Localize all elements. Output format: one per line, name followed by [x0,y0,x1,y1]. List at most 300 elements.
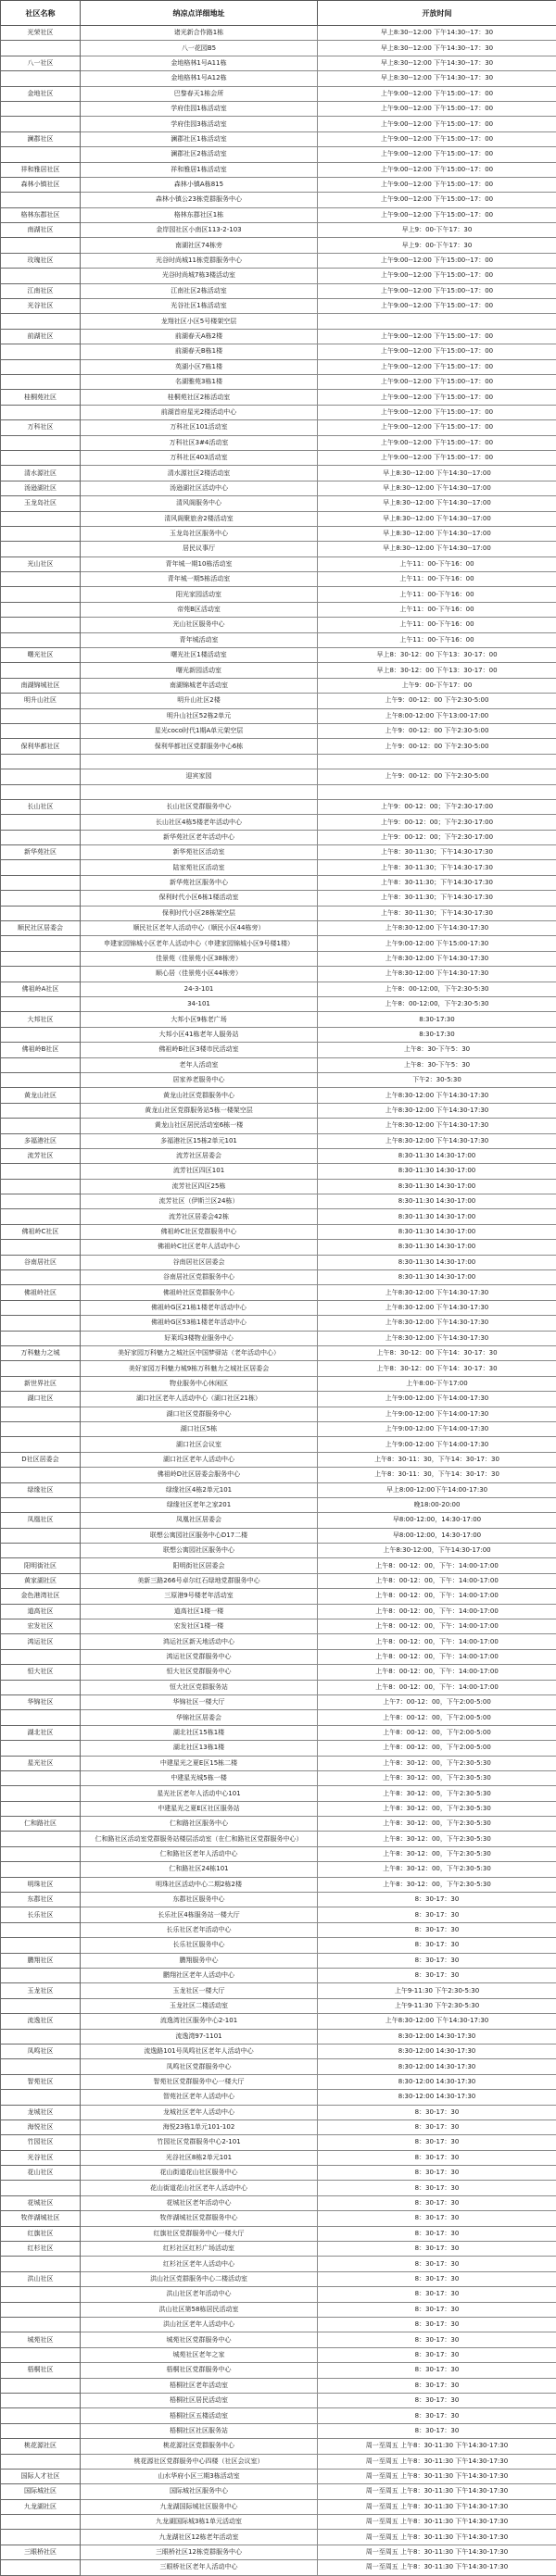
address-cell: 物业服务中心休闲区 [81,1376,318,1391]
hours-cell: 8:30-17:30 [318,1027,556,1042]
table-row [1,1179,556,1194]
table-row [1,1255,556,1269]
address-cell: 青年城一期10栋活动室 [81,556,318,571]
hours-cell: 上午8：30-11：30，下午14：30-17：30 [318,1468,556,1482]
table-row [1,951,556,966]
hours-cell: 上午8：30-12：00，下午2:30-5:30 [318,1801,556,1816]
hours-cell: 上午8:30-12:00 下午14:30-17:30 [318,1133,556,1148]
hours-cell: 上午9:00--12:00 下午15:00--17：00 [318,101,556,116]
hours-cell: 上午8：00-12：00，下午2:00-5:00 [318,1710,556,1725]
hours-cell: 上午8:30-12:00 下午14:30-17:30 [318,967,556,982]
community-cell [1,117,81,131]
address-cell: 万科社区3#4活动室 [81,435,318,450]
community-cell [1,1194,81,1209]
table-row [1,1786,556,1801]
address-cell: 梧桐社区居民活动室 [81,2393,318,2407]
community-cell [1,450,81,465]
hours-cell: 早上8:30--12:00 下午14:30--17：30 [318,56,556,70]
address-cell: 流逸湾社区服务中心2-101 [81,2014,318,2029]
community-cell [1,754,81,769]
table-row [1,1649,556,1664]
hours-cell: 上午8：00-12：00，下午：14:00-17:00 [318,1665,556,1680]
address-cell: 美新三路266号卓尔红石绿地党群服务中心 [81,1573,318,1588]
table-row [1,162,556,177]
address-cell: 竹园社区党群服务中心2-101 [81,2135,318,2150]
hours-cell: 8:30-11:30 14:30-17:00 [318,1270,556,1285]
address-cell: 洪山社区老年活动中心 [81,2287,318,2302]
community-cell [1,269,81,283]
address-cell: 仁和路社区老年人活动中心 [81,1846,318,1861]
address-cell: 星光coco时代1期A单元架空层 [81,723,318,738]
table-row [1,207,556,222]
community-cell [1,602,81,617]
community-cell: 宏发社区 [1,1619,81,1634]
address-cell: 鸿运社区党群服务中心 [81,1649,318,1664]
address-cell: 洪山社区第58栋居民活动室 [81,2302,318,2317]
table-row [1,466,556,481]
hours-cell: 上午8：00-12：00，下午：14:00-17:00 [318,1573,556,1588]
hours-cell: 上午9:00--12:00 下午15:00--17：00 [318,193,556,207]
community-cell [1,1544,81,1558]
table-row [1,602,556,617]
address-cell: 桂桐苑社区2栋活动室 [81,390,318,405]
hours-cell: 上午8:00-下午17:00 [318,1376,556,1391]
address-cell: 佛祖岭C社区老年人活动中心 [81,1240,318,1255]
address-cell: 迎宾家园 [81,769,318,784]
hours-cell: 8：30-17：30 [318,2271,556,2286]
address-cell: 保利时代小区6栋1楼活动室 [81,891,318,906]
hours-cell: 上午8：30-下午5：30 [318,1043,556,1057]
table-row [1,860,556,875]
hours-cell: 下午2：30-5:30 [318,1072,556,1087]
hours-cell: 8：30-17：30 [318,2150,556,2165]
hours-cell: 上午9：00-12：00 下午2:30-5:00 [318,723,556,738]
address-cell: 玉龙岛社区服务中心 [81,526,318,541]
hours-cell: 8：30-17：30 [318,2378,556,2393]
hours-cell: 周一至周五 上午8：30-11:30 下午14:30-17:30 [318,2530,556,2545]
table-row [1,2150,556,2165]
table-row [1,1969,556,1983]
table-row [1,1345,556,1360]
table-row [1,723,556,738]
table-row [1,314,556,329]
table-row [1,2378,556,2393]
community-cell: 南湖社区 [1,223,81,238]
community-cell [1,2560,81,2575]
hours-cell: 早上8：30-12：00 下午13：30-17：00 [318,648,556,663]
table-row [1,1270,556,1285]
community-cell [1,891,81,906]
address-cell: 澜郡社区2栋活动室 [81,147,318,162]
address-cell: 汤逊湖社区活动中心 [81,481,318,495]
hours-cell: 上午9：00-12：00；下午2:30-17:00 [318,799,556,814]
table-row [1,2029,556,2044]
address-cell: 联想公寓园社区服务中心D17二楼 [81,1528,318,1543]
hours-cell: 上午9:00--12:00 下午15:00--17：00 [318,253,556,268]
community-cell: 长山社区 [1,799,81,814]
community-cell [1,1421,81,1436]
hours-cell: 8：30-17：30 [318,2393,556,2407]
hours-cell: 早上8:30--12:00 下午14:30--17：30 [318,26,556,41]
address-cell: 八一花园B5 [81,41,318,56]
address-cell: 湖口社区党群服务中心 [81,1407,318,1421]
table-row [1,1240,556,1255]
table-row [1,2545,556,2559]
table-row [1,2515,556,2530]
table-row [1,663,556,678]
address-cell: 清风阁聚旅舍2楼活动室 [81,511,318,526]
address-cell: 海悦23栋1单元101-102 [81,2120,318,2134]
table-row [1,1316,556,1331]
community-cell: 国际城社区 [1,2484,81,2499]
address-cell: 国际城社区服务中心 [81,2484,318,2499]
table-row [1,1770,556,1785]
address-cell: 绿缘社区4栋2单元101 [81,1482,318,1497]
hours-cell: 上午8：30-11:30；下午14:30-17:30 [318,906,556,920]
community-cell: 凤凰社区 [1,1513,81,1528]
community-cell [1,815,81,830]
community-cell: 花城社区 [1,2195,81,2210]
hours-cell: 上午9:00--12:00 下午15:00--17：00 [318,435,556,450]
table-row [1,2242,556,2257]
address-cell: 明升山社区52栋2单元 [81,708,318,723]
table-row [1,374,556,389]
hours-cell: 上午9:00--12:00 下午15:00--17：00 [318,283,556,298]
hours-cell: 上午9:00--12:00 下午15:00--17：00 [318,450,556,465]
community-cell [1,41,81,56]
hours-cell: 早上9：00-下午17：30 [318,238,556,253]
address-cell: 格林东郡社区1栋 [81,207,318,222]
table-row [1,906,556,920]
hours-cell: 上午9:00--12:00 下午15:00--17：00 [318,405,556,419]
header-hours: 开放时间 [318,1,556,26]
community-cell: 红杉社区 [1,2242,81,2257]
table-row [1,269,556,283]
table-row [1,982,556,996]
table-row [1,967,556,982]
community-cell: 国际人才社区 [1,2469,81,2483]
community-cell [1,2257,81,2271]
hours-cell: 上午9:00-12:00 下午14:00-17:30 [318,1407,556,1421]
hours-cell: 8：30-17：30 [318,2408,556,2423]
table-row [1,2105,556,2120]
hours-cell: 上午9:00--12:00 下午15:00--17：00 [318,207,556,222]
table-row [1,223,556,238]
address-cell: 仁和路社区服务中心 [81,1817,318,1832]
table-row [1,2059,556,2074]
community-cell [1,587,81,602]
table-row [1,71,556,86]
hours-cell: 上午8：30-12：00 下午14：30-17：30 [318,1345,556,1360]
hours-cell: 上午9:00-12:00 下午15:00-17:30 [318,936,556,951]
hours-cell: 8：30-17：30 [318,2105,556,2120]
address-cell: 三眼桥社区12栋党群服务中心 [81,2545,318,2559]
hours-cell: 上午8:30-12:00，下午14:30-17:00 [318,1544,556,1558]
hours-cell: 上午8:30-12:00 下午14:30-17:30 [318,1088,556,1103]
address-cell: 顺民社区老年人活动中心（顺民小区44栋旁） [81,921,318,936]
hours-cell: 早上8:30--12:00 下午14:30--17：30 [318,71,556,86]
table-row [1,2257,556,2271]
community-cell: 红旗社区 [1,2226,81,2241]
table-row [1,193,556,207]
address-cell: 佳景苑（佳景苑小区38栋旁） [81,951,318,966]
hours-cell [318,754,556,769]
table-row [1,1224,556,1239]
hours-cell: 8:30-11:30 14:30-17:00 [318,1224,556,1239]
table-row [1,1072,556,1087]
address-cell: 佛祖岭G区53栋1楼老年活动中心 [81,1316,318,1331]
community-cell: 阳明街社区 [1,1558,81,1573]
address-cell: 曙光社区1楼活动室 [81,648,318,663]
table-row [1,1983,556,1998]
community-cell [1,542,81,556]
hours-cell: 上午8：30-12：00，下午2:30-5:30 [318,1877,556,1892]
address-cell: 中建星光城5栋一楼 [81,1770,318,1785]
address-cell: 顺心居（佳景苑小区44栋旁） [81,967,318,982]
hours-cell: 上午8：00-12：00，下午：14:00-17:00 [318,1604,556,1619]
hours-cell: 上午8：00-12：00，下午：14:00-17:00 [318,1634,556,1649]
community-cell: 黄龙山社区 [1,1088,81,1103]
address-cell: 前湖春天A栋2楼 [81,329,318,344]
table-row [1,26,556,41]
hours-cell: 上午8：00-12：00，下午：14:00-17:00 [318,1649,556,1664]
header-address: 纳凉点详细地址 [81,1,318,26]
address-cell: 花城社区老年活动中心 [81,2195,318,2210]
table-row [1,2195,556,2210]
table-row [1,1133,556,1148]
address-cell: 黄龙山社区党群服务站5栋一楼架空层 [81,1103,318,1118]
community-cell [1,1468,81,1482]
address-cell: 湖口社区老年人活动中心 [81,1452,318,1467]
community-cell [1,1027,81,1042]
address-cell: 流逸湾97-1101 [81,2029,318,2044]
header-community: 社区名称 [1,1,81,26]
table-row [1,405,556,419]
address-cell: 智苑社区党群服务中心一楼大厅 [81,2074,318,2089]
address-cell: 光谷社区8栋2单元101 [81,2150,318,2165]
community-cell: 玉龙社区 [1,1983,81,1998]
hours-cell: 早上8:30--12:00 下午14:30--17:00 [318,496,556,511]
community-cell: 桂桐苑社区 [1,390,81,405]
table-row [1,2074,556,2089]
hours-cell: 上午8：00-12:00，下午2:30-5:30 [318,982,556,996]
hours-cell: 上午9:00--12:00 下午15:00--17：00 [318,420,556,435]
address-cell: 佛祖岭社区党群服务中心 [81,1285,318,1300]
address-cell: 龙翔社区小区5号楼架空层 [81,314,318,329]
hours-cell: 周一至周五 上午8：30-11:30 下午14:30-17:30 [318,2469,556,2483]
community-cell [1,2181,81,2195]
address-cell: 万科社区403活动室 [81,450,318,465]
hours-cell: 8：30-17：30 [318,2363,556,2378]
hours-cell: 8：30-17：30 [318,2257,556,2271]
address-cell: 保利时代小区28栋架空层 [81,906,318,920]
address-cell: 桃花源社区党群服务中心 [81,2439,318,2454]
hours-cell: 上午8：00-12：00，下午：14:00-17:00 [318,1558,556,1573]
community-cell: 明升山社区 [1,694,81,708]
address-cell: 绿缘社区老年之家201 [81,1497,318,1512]
community-cell: 智苑社区 [1,2074,81,2089]
hours-cell: 8:30-12:00 14:30-17:30 [318,2059,556,2074]
community-cell [1,1164,81,1179]
community-cell: 恒大社区 [1,1665,81,1680]
table-row [1,678,556,693]
community-cell [1,1240,81,1255]
community-cell: 竹园社区 [1,2135,81,2150]
community-cell [1,374,81,389]
table-row [1,830,556,844]
community-cell [1,572,81,587]
address-cell: 华锦社区一楼大厅 [81,1694,318,1709]
community-cell: 道高社区 [1,1604,81,1619]
hours-cell: 8：30-17：30 [318,2347,556,2362]
table-row [1,618,556,632]
hours-cell: 8:30-11:30 14:30-17:00 [318,1240,556,1255]
community-cell [1,1103,81,1118]
address-cell: 梧桐社区党群服务中心 [81,2363,318,2378]
table-row [1,450,556,465]
community-cell: 澜郡社区 [1,131,81,146]
hours-cell: 8：30-17：30 [318,2195,556,2210]
community-cell: 桃花源社区 [1,2439,81,2454]
hours-cell: 上午8：00-12：00，下午：14:00-17:00 [318,1589,556,1604]
hours-cell: 上午8:30-12:00 下午14:30-17:30 [318,1285,556,1300]
community-cell: 湖北社区 [1,1725,81,1740]
address-cell: 牧伴湖城社区党群服务中心 [81,2211,318,2226]
hours-cell: 8:30-11:30 14:30-17:00 [318,1164,556,1179]
address-cell: 九龙湖国际城社区服务中心 [81,2499,318,2514]
hours-cell: 8:30-11:30 14:30-17:00 [318,1179,556,1194]
table-row [1,2560,556,2575]
table-row [1,891,556,906]
table-row [1,1938,556,1953]
table-row [1,1558,556,1573]
table-row [1,1452,556,1467]
table-row [1,1194,556,1209]
table-row [1,997,556,1012]
table-row [1,1482,556,1497]
table-row [1,1680,556,1694]
hours-cell: 上午8：30-12：00，下午2:30-5:30 [318,1862,556,1877]
table-row [1,1043,556,1057]
hours-cell: 上午8：00-12：00，下午：14:00-17:00 [318,1680,556,1694]
hours-cell: 8:30-12:00 14:30-17:30 [318,2044,556,2058]
address-cell: 学府佳园1栋活动室 [81,101,318,116]
community-cell [1,359,81,374]
hours-cell: 8：30-17：30 [318,2120,556,2134]
community-cell: 光谷社区 [1,2150,81,2165]
table-row [1,2211,556,2226]
address-cell: 东郡社区服务中心 [81,1893,318,1907]
table-row [1,2302,556,2317]
hours-cell: 上午8:30-12:00 下午14:30-17:30 [318,1316,556,1331]
community-cell [1,1786,81,1801]
community-cell: 城苑社区 [1,2332,81,2347]
community-cell: 海悦社区 [1,2120,81,2134]
community-cell: 长乐社区 [1,1907,81,1922]
table-row [1,1027,556,1042]
community-cell: 曙光社区 [1,648,81,663]
address-cell: 佛祖岭C社区党群服务中心 [81,1224,318,1239]
table-row [1,1513,556,1528]
address-cell: 流芳社区四区25栋 [81,1179,318,1194]
table-row [1,648,556,663]
hours-cell: 早上8:30--12:00 下午14:30--17:00 [318,466,556,481]
hours-cell: 上午8：30-11:30；下午14:30-17:30 [318,860,556,875]
table-row [1,481,556,495]
community-cell [1,314,81,329]
hours-cell: 周一至周五 上午8：30-11:30 下午14:30-17:30 [318,2484,556,2499]
community-cell [1,830,81,844]
community-cell [1,147,81,162]
address-cell: 道高社区1楼一楼 [81,1604,318,1619]
table-row [1,921,556,936]
community-cell [1,951,81,966]
hours-cell: 早上8:30--12:00 下午14:30--17:00 [318,542,556,556]
table-row [1,1300,556,1315]
hours-cell: 上午9:00--12:00 下午15:00--17：00 [318,177,556,192]
hours-cell: 上午8:30-12:00 下午14:30-17:30 [318,1331,556,1345]
community-cell [1,2454,81,2469]
hours-cell: 8：30-17：30 [318,1953,556,1968]
table-row [1,511,556,526]
address-cell: 陆家苑社区活动室 [81,860,318,875]
table-row [1,56,556,70]
community-cell [1,1209,81,1224]
hours-cell: 上午9:00--12:00 下午15:00--17：00 [318,374,556,389]
table-row [1,1209,556,1224]
community-cell [1,2347,81,2362]
hours-cell: 上午8：30-12：00，下午2:30-5:30 [318,1756,556,1770]
community-cell: 洪山社区 [1,2271,81,2286]
table-row [1,1544,556,1558]
table-row [1,177,556,192]
hours-cell: 上午9：00-12：00 下午2:30-5:00 [318,739,556,754]
community-cell [1,193,81,207]
community-cell [1,875,81,890]
hours-cell: 8：30-17：30 [318,2423,556,2438]
community-cell: 星光社区 [1,1756,81,1770]
community-cell [1,1862,81,1877]
address-cell: 华锦社区居委会 [81,1710,318,1725]
table-row [1,2226,556,2241]
address-cell: 佛祖岭D社区居委会服务中心 [81,1468,318,1482]
community-cell [1,1741,81,1756]
address-cell: 湖口社区老年人活动中心（湖口社区21栋） [81,1392,318,1407]
community-cell [1,663,81,678]
community-cell [1,784,81,799]
address-cell: 长乐社区老年活动中心 [81,1922,318,1937]
hours-cell: 8:30-17:30 [318,1012,556,1027]
table-row [1,238,556,253]
address-cell: 流芳社区居委会 [81,1148,318,1163]
table-row [1,754,556,769]
address-cell: 玉龙社区二楼活动室 [81,1998,318,2013]
address-cell: 洪山社区老年人活动中心 [81,2317,318,2332]
address-cell: 三原港9号楼老年活动室 [81,1589,318,1604]
address-cell: 新华苑社区活动室 [81,845,318,860]
address-cell: 流逸路101号凤鸣社区老年人活动中心 [81,2044,318,2058]
hours-cell: 早上8:30--12:00 下午14:30--17:00 [318,511,556,526]
hours-cell: 早8:00-12:00，14:30-17:00 [318,1528,556,1543]
address-cell: 居民议事厅 [81,542,318,556]
table-row [1,2408,556,2423]
table-row [1,1817,556,1832]
address-cell: 阳明街社区居委会 [81,1558,318,1573]
hours-cell: 上午9:00--12:00 下午15:00--17：00 [318,359,556,374]
community-cell [1,1649,81,1664]
address-cell: 湖口社区5栋 [81,1421,318,1436]
community-cell [1,1969,81,1983]
